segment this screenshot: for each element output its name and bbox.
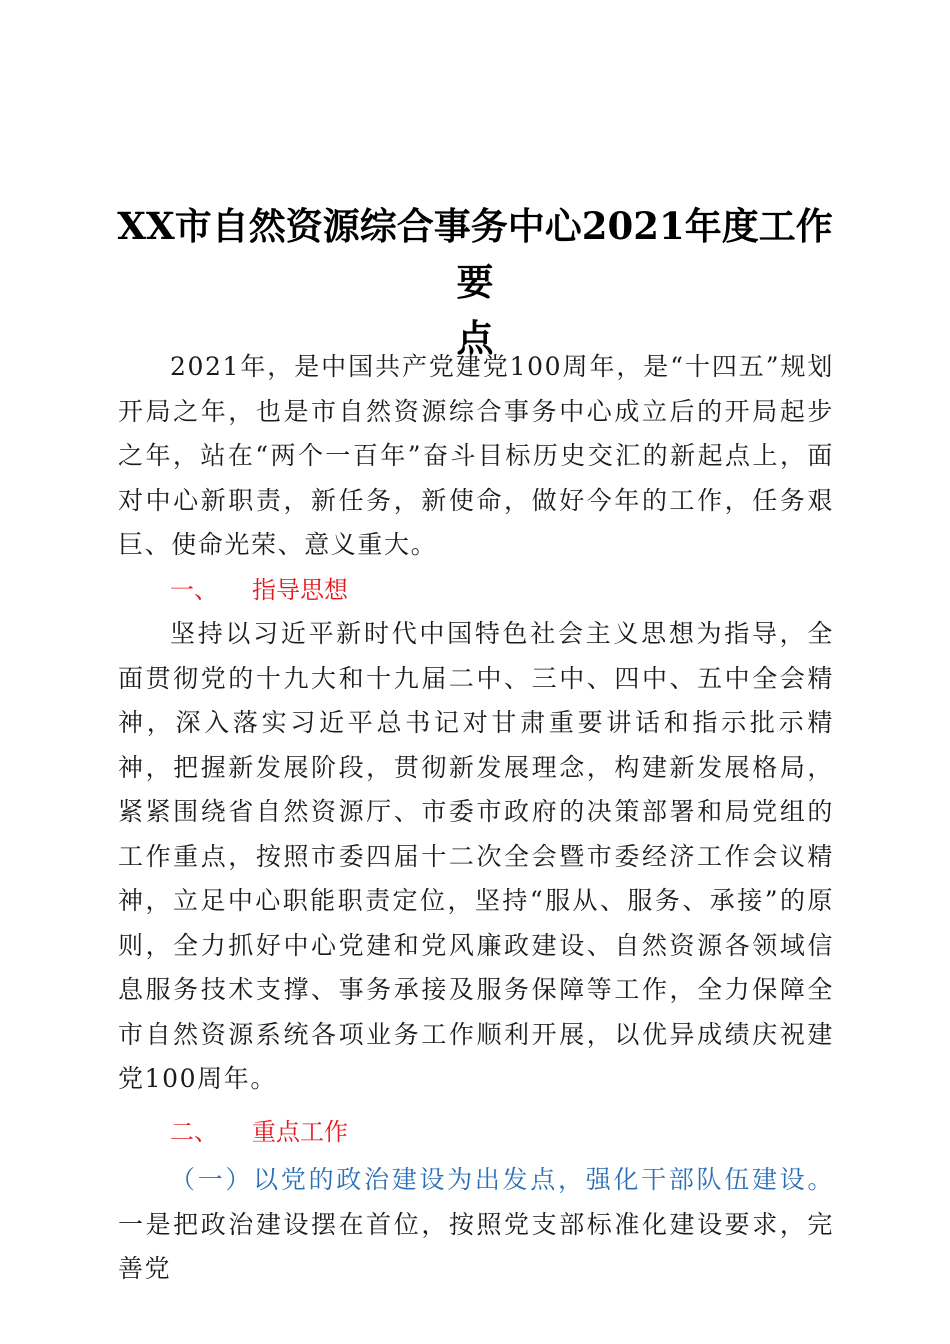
title-line-1: XX市自然资源综合事务中心2021年度工作要	[117, 204, 833, 304]
document-title	[110, 198, 840, 366]
guiding-ideology-paragraph: 坚持以习近平新时代中国特色社会主义思想为指导，全面贯彻党的十九大和十九届二中、三中、四中、五中全会精神，深入落实习近平总书记对甘肃重要讲话和指示批示精神，把握新发展阶段，贯彻新发展理念，构建新发展格局，紧紧围绕省自然资源厅、市委市政府的决策部署和局党组的工作重点，按照市委四届十二次全会暨市委经济工作会议精神，立足中心职能职责定位，坚持“服从、服务、承接”的原则，全力抓好中心党建和党风廉政建设、自然资源各领域信息服务技术支撑、事务承接及服务保障等工作，全力保障全市自然资源系统各项业务工作顺利开展，以优异成绩庆祝建党100周年。	[118, 619, 834, 1093]
section-number: 二、	[170, 1117, 218, 1146]
subsection-title: （一）以党的政治建设为出发点，强化干部队伍建设。	[170, 1165, 834, 1194]
intro-paragraph: 2021年，是中国共产党建党100周年，是“十四五”规划开局之年，也是市自然资源综合事务中心成立后的开局起步之年，站在“两个一百年”奋斗目标历史交汇的新起点上，面对中心新职责，新任务，新使命，做好今年的工作，任务艰巨、使命光荣、意义重大。	[118, 352, 834, 559]
title-line-2: 点	[456, 316, 494, 360]
subsection-text: 一是把政治建设摆在首位，按照党支部标准化建设要求，完善党	[118, 1209, 834, 1283]
section-title: 重点工作	[252, 1117, 348, 1146]
section-heading-guiding-ideology	[118, 568, 834, 613]
document-body	[118, 345, 834, 1292]
section-number: 一、	[170, 575, 218, 604]
key-work-paragraph	[118, 1158, 834, 1292]
section-title: 指导思想	[252, 575, 348, 604]
section-heading-key-work	[118, 1110, 834, 1155]
